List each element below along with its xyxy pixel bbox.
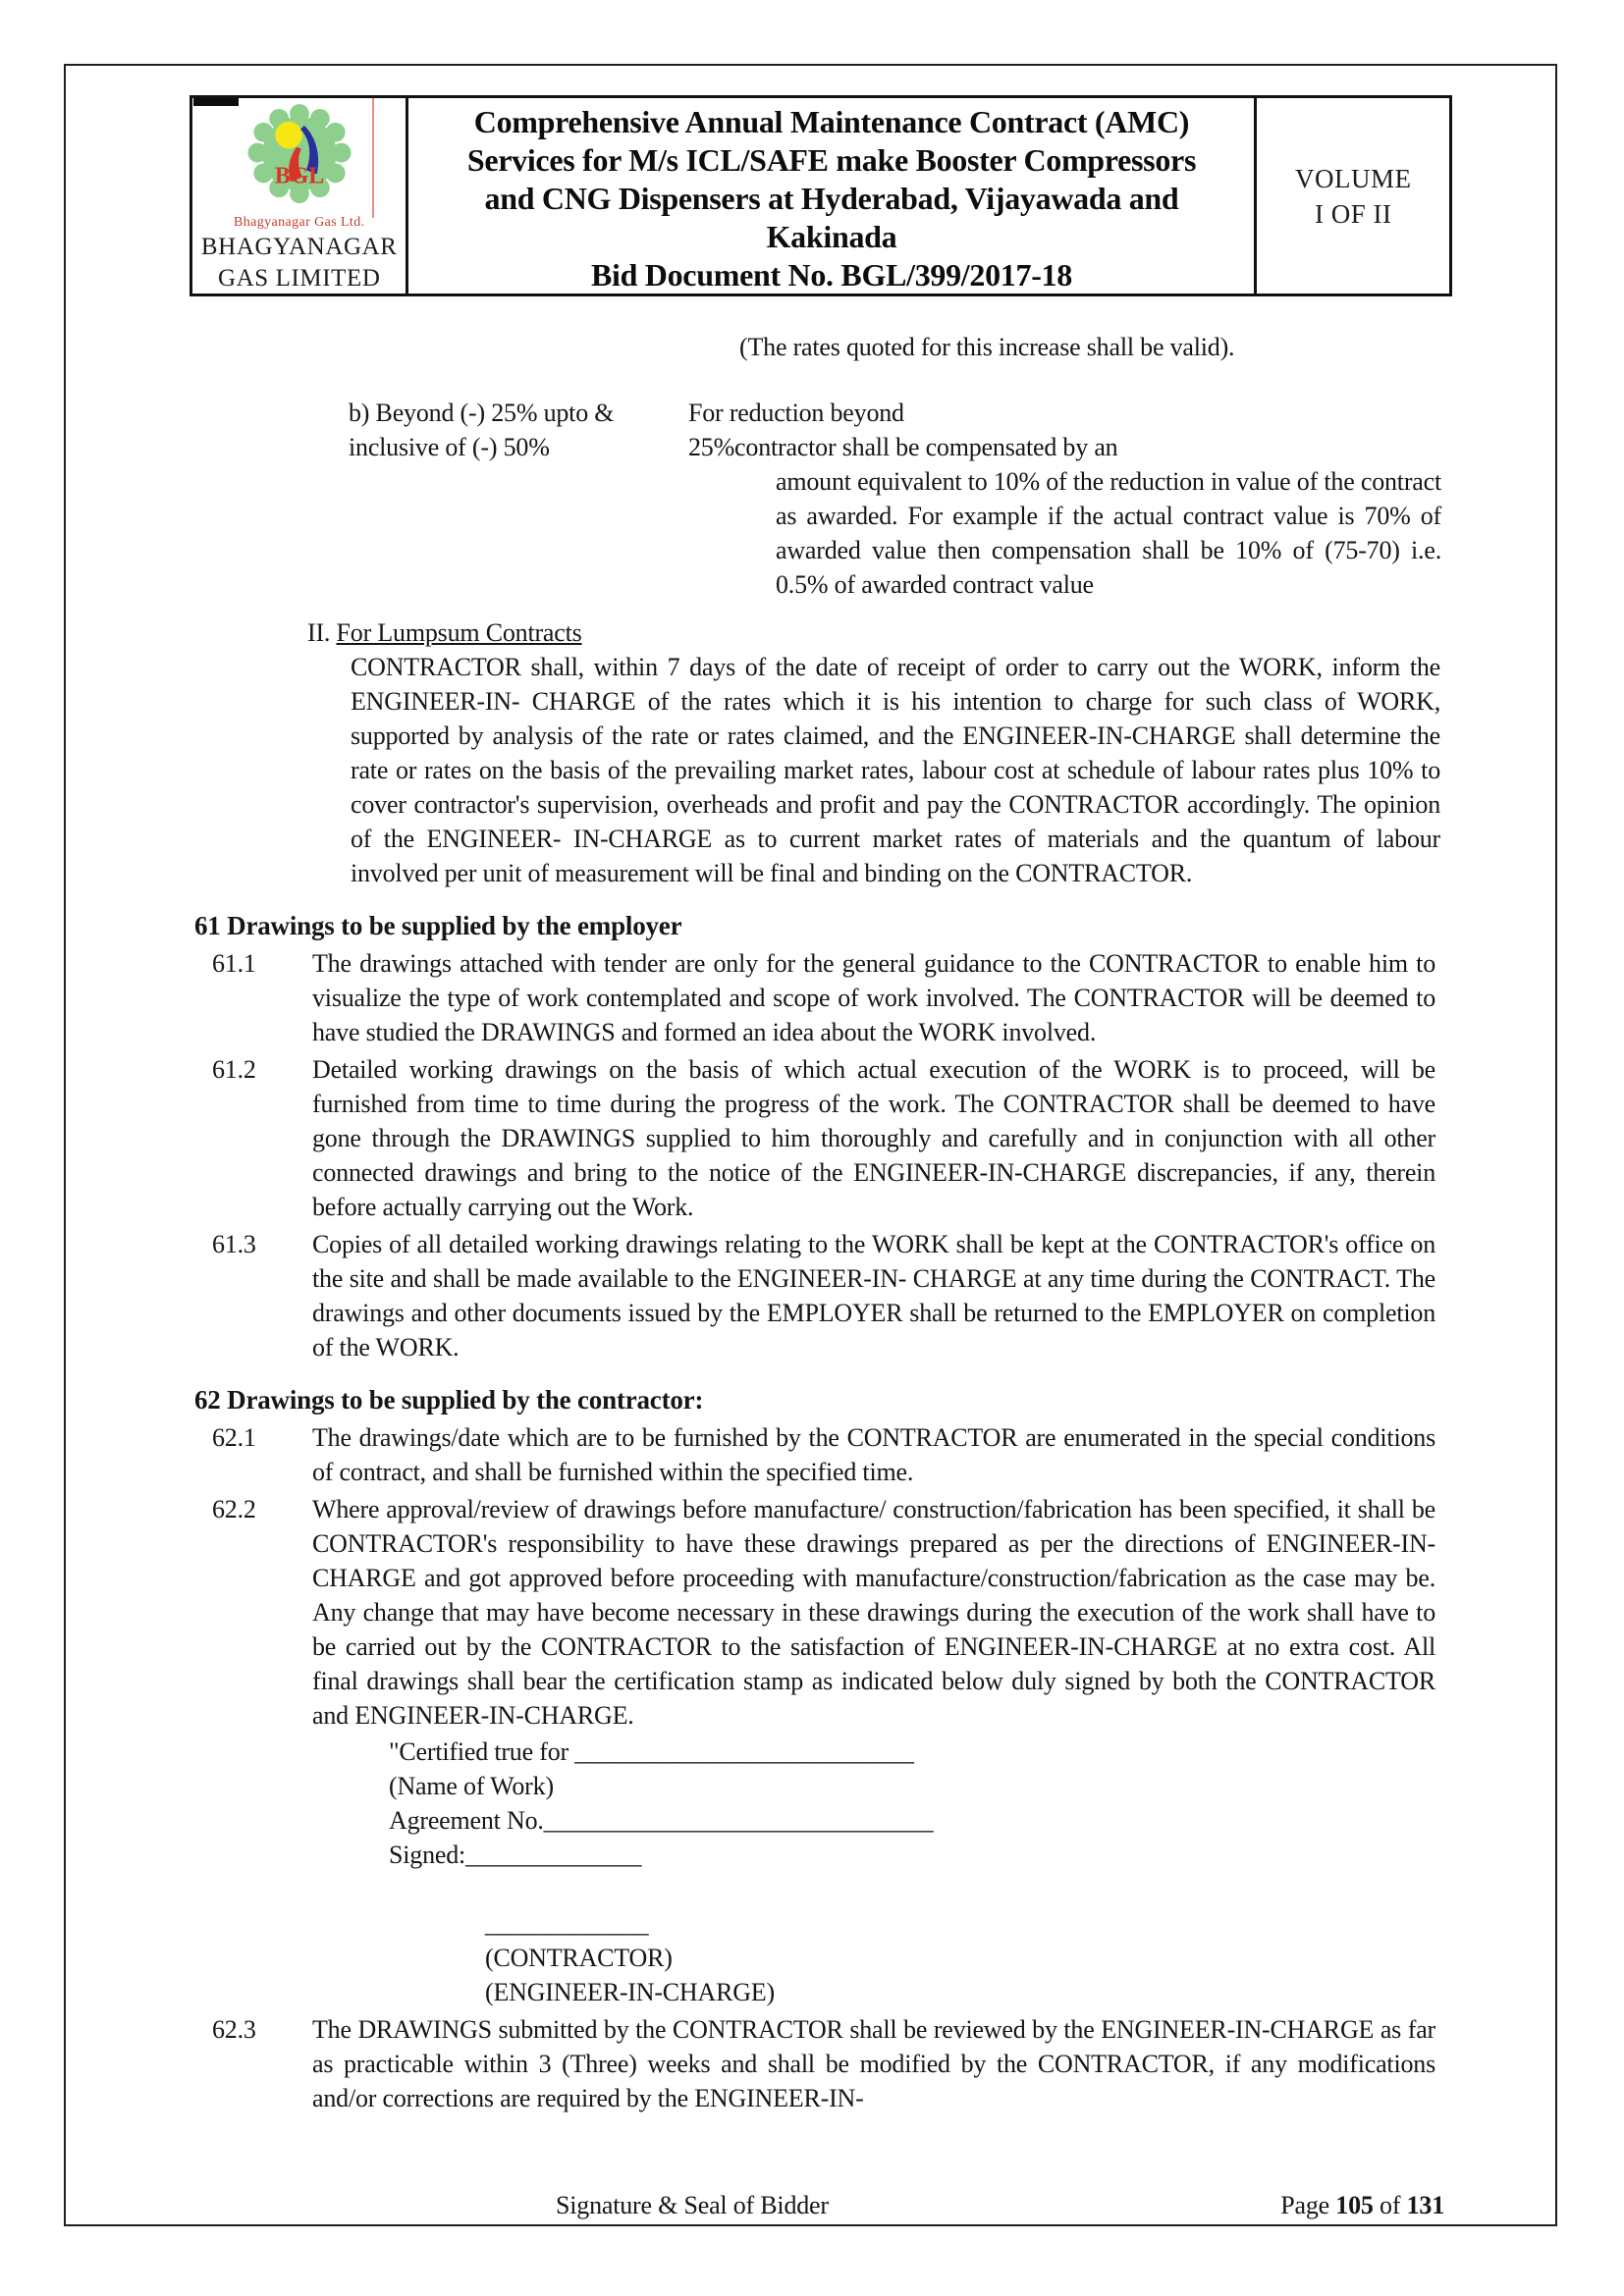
clause-62-1 (187, 1420, 1443, 1489)
cert-line-signed: Signed:______________ (389, 1841, 642, 1869)
cert-line-name-of-work: (Name of Work) (389, 1772, 554, 1800)
clause-b-row (187, 396, 1443, 464)
lumpsum-heading-underlined: For Lumpsum Contracts (336, 618, 582, 647)
cert-line-engineer-in-charge: (ENGINEER-IN-CHARGE) (485, 1978, 775, 2006)
clause-b-desc (688, 396, 1317, 464)
doc-title-line2: Services for M/s ICL/SAFE make Booster Compressors (466, 142, 1197, 178)
logo-brand-caption: Bhagyanagar Gas Ltd. (233, 215, 365, 230)
clause-text: Copies of all detailed working drawings relating to the WORK shall be kept at the CONTRACTOR's office on the site and shall be made available to the ENGINEER-IN- CHARGE at any time during the CONTRACT. The drawings and other documents issued by the EMPLOYER shall be returned to the EMPLOYER on completion of the WORK. (312, 1230, 1435, 1362)
clause-b-label-line1: b) Beyond (-) 25% upto & (349, 399, 615, 427)
doc-title-line4: Kakinada (766, 219, 897, 254)
doc-title-line1: Comprehensive Annual Maintenance Contract (AMC) (473, 104, 1190, 139)
volume-label-line2: I OF II (1314, 198, 1392, 229)
page-total-number: 131 (1406, 2191, 1444, 2219)
clause-text: The DRAWINGS submitted by the CONTRACTOR shall be reviewed by the ENGINEER-IN-CHARGE as far as practicable within 3 (Three) weeks and shall be modified by the CONTRACTOR, if any modifications and/or corrections are required by the ENGINEER-IN- (312, 2015, 1435, 2112)
bid-document-number: Bid Document No. BGL/399/2017-18 (590, 257, 1072, 293)
scan-artifact-mark (193, 98, 239, 106)
lumpsum-paragraph: CONTRACTOR shall, within 7 days of the date of receipt of order to carry out the WORK, inform the ENGINEER-IN- CHARGE of the rates which it is his intention to charge for such class of WORK, supported by analysis of the rate or rates claimed, and the ENGINEER-IN-CHARGE shall determine the rate or rates on the basis of the prevailing market rates, labour cost at schedule of labour rates plus 10% to cover contractor's supervision, overheads and profit and pay the CONTRACTOR accordingly. The opinion of the ENGINEER- IN-CHARGE as to current market rates of materials and the quantum of labour involved per unit of measurement will be final and binding on the CONTRACTOR. (351, 653, 1440, 887)
bgl-logo-icon (226, 104, 373, 219)
document-body (187, 330, 1443, 2115)
doc-title-line3: and CNG Dispensers at Hyderabad, Vijayawada and (484, 181, 1179, 216)
section-61-heading: 61 Drawings to be supplied by the employer (194, 911, 682, 940)
company-name-line1: BHAGYANAGAR (200, 234, 398, 260)
clause-61-1 (187, 946, 1443, 1049)
clause-b-label (349, 396, 688, 464)
clause-number: 61.1 (212, 949, 256, 978)
clause-b-label-line2: inclusive of (-) 50% (349, 433, 550, 461)
clause-text: Detailed working drawings on the basis of which actual execution of the WORK is to proceed, will be furnished from time to time during the progress of the work. The CONTRACTOR shall be deemed to have gone through the DRAWINGS supplied to him thoroughly and carefully and in conjunction with all other connected drawings and bring to the notice of the ENGINEER-IN-CHARGE discrepancies, if any, therein before actually carrying out the Work. (312, 1055, 1435, 1221)
cert-line-agreement-no: Agreement No._______________________________ (389, 1806, 934, 1835)
clause-b-desc-line2: 25%contractor shall be compensated by an (688, 433, 1118, 461)
clause-text: The drawings/date which are to be furnished by the CONTRACTOR are enumerated in the special conditions of contract, and shall be furnished within the specified time. (312, 1423, 1435, 1486)
page-word: Page (1280, 2191, 1329, 2219)
scan-artifact-redline (372, 98, 374, 218)
clause-62-2 (187, 1492, 1443, 1733)
certification-stamp-block (389, 1735, 1443, 2009)
cert-line-contractor: (CONTRACTOR) (485, 1944, 673, 1972)
clause-number: 62.3 (212, 2015, 256, 2044)
lumpsum-heading (307, 615, 1443, 650)
page-current-number: 105 (1335, 2191, 1374, 2219)
svg-text:BGL: BGL (274, 163, 324, 189)
rates-note: (The rates quoted for this increase shall be valid). (739, 333, 1235, 361)
clause-text: Where approval/review of drawings before manufacture/ construction/fabrication has been specified, it shall be CONTRACTOR's responsibility to have these drawings prepared as per the directions of ENGINEER-IN-CHARGE and got approved before proceeding with manufacture/construction/fabrication as the case may be. Any change that may have become necessary in these drawings during the execution of the work shall have to be carried out by the CONTRACTOR to the satisfaction of ENGINEER-IN-CHARGE at no extra cost. All final drawings shall bear the certification stamp as indicated below duly signed by both the CONTRACTOR and ENGINEER-IN-CHARGE. (312, 1495, 1435, 1730)
section-62-heading: 62 Drawings to be supplied by the contractor: (194, 1385, 704, 1415)
clause-number: 62.2 (212, 1495, 256, 1523)
clause-number: 62.1 (212, 1423, 256, 1452)
header-logo-cell (192, 98, 408, 294)
cert-line-certified: "Certified true for ___________________________ (389, 1737, 914, 1766)
footer-page-indicator (1280, 2191, 1444, 2220)
page-of-word: of (1380, 2191, 1401, 2219)
company-name-line2: GAS LIMITED (217, 265, 381, 292)
clause-61-2 (187, 1052, 1443, 1224)
footer-signature-label: Signature & Seal of Bidder (556, 2191, 829, 2219)
clause-b-desc-line1: For reduction beyond (688, 399, 904, 427)
clause-number: 61.2 (212, 1055, 256, 1084)
clause-number: 61.3 (212, 1230, 256, 1258)
clause-b-desc-block: amount equivalent to 10% of the reduction in value of the contract as awarded. For example if the actual contract value is 70% of awarded value then compensation shall be 10% of (75-70) i.e. 0.5% of awarded contract value (776, 467, 1441, 599)
header-volume-cell (1257, 98, 1449, 294)
clause-62-3 (187, 2012, 1443, 2115)
lumpsum-heading-prefix: II. (307, 618, 337, 647)
volume-label-line1: VOLUME (1294, 163, 1412, 193)
header-table (189, 95, 1452, 296)
cert-line-signature-rule: _____________ (485, 1909, 649, 1938)
clause-text: The drawings attached with tender are only for the general guidance to the CONTRACTOR to enable him to visualize the type of work contemplated and scope of work involved. The CONTRACTOR will be deemed to have studied the DRAWINGS and formed an idea about the WORK involved. (312, 949, 1435, 1046)
header-title-cell (408, 98, 1257, 294)
clause-61-3 (187, 1227, 1443, 1364)
